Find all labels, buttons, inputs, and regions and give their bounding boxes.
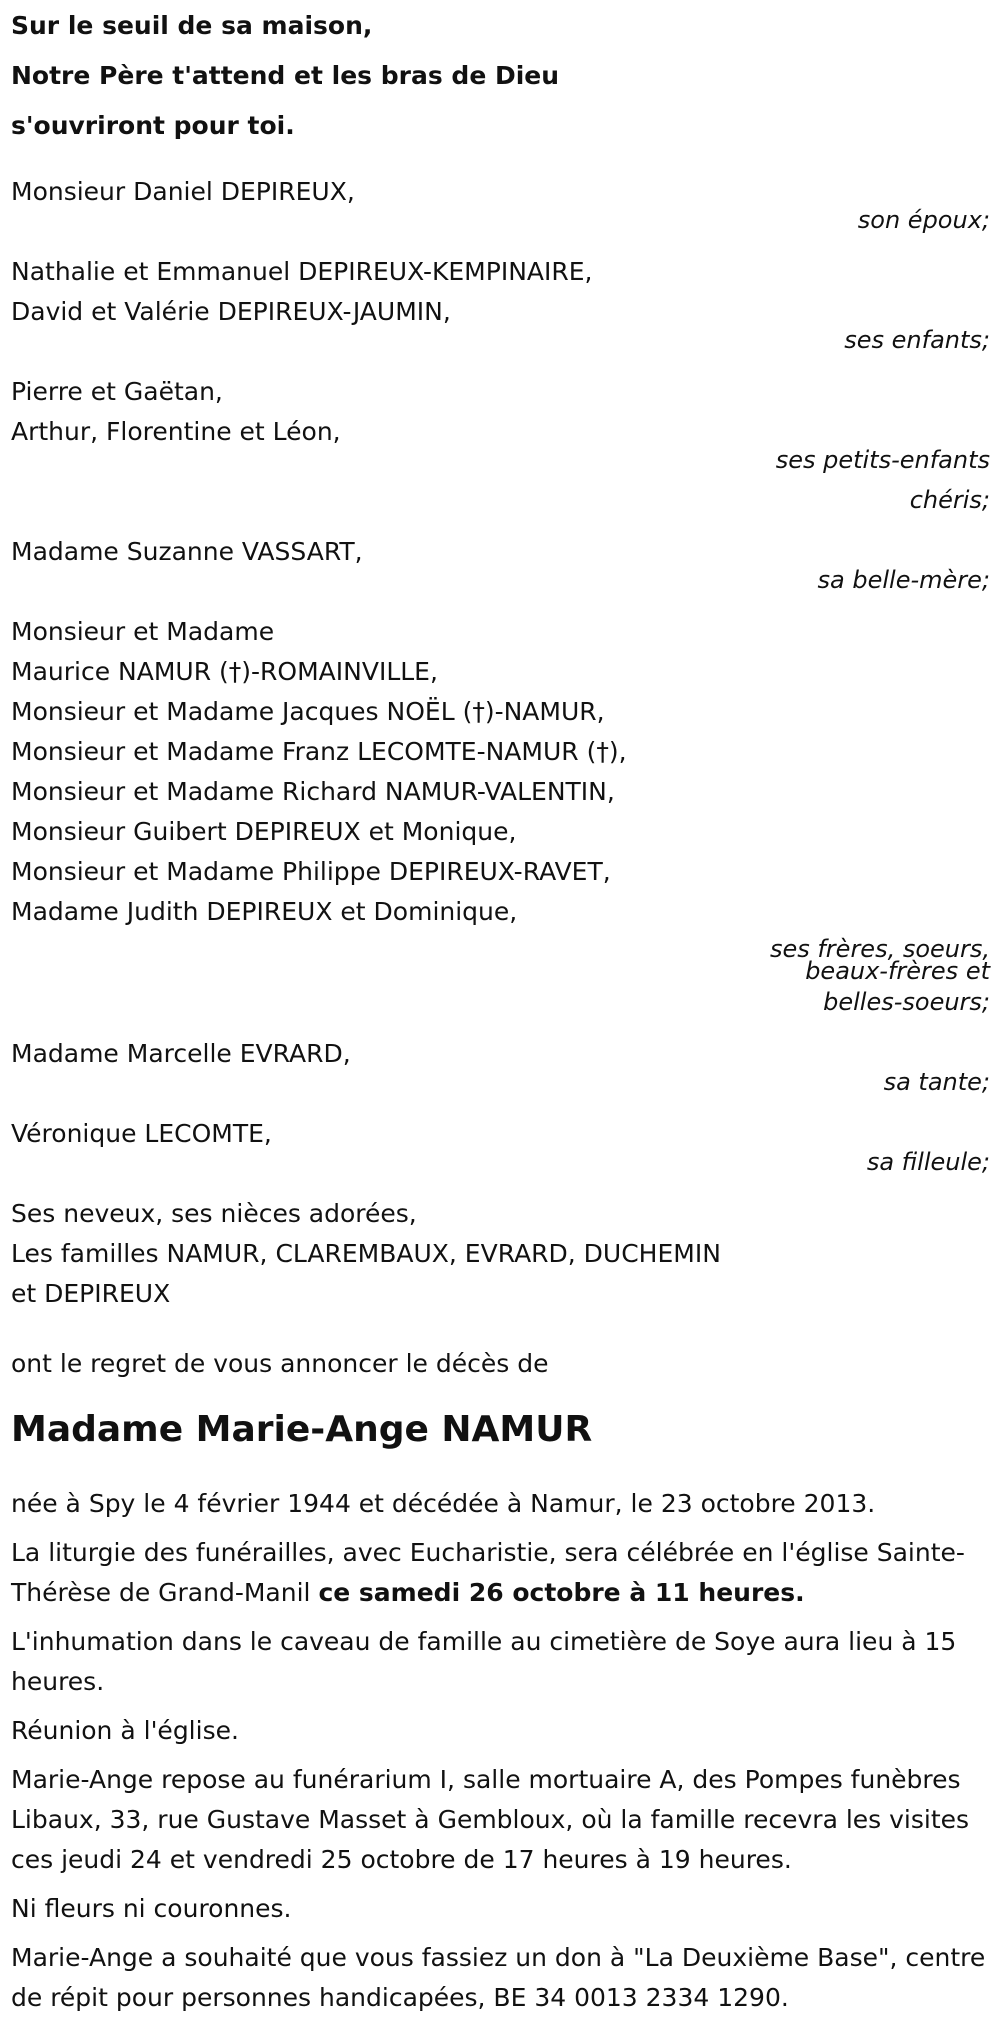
family-role: ses frères, soeurs,: [769, 935, 990, 963]
family-group-mother-in-law: [11, 532, 990, 600]
family-role: ses enfants;: [844, 326, 990, 354]
donation-info: Marie-Ange a souhaité que vous fassiez un don à "La Deuxième Base", centre de répit pour personnes handicapées, BE 34 0013 2334 1290.: [11, 1943, 986, 2012]
epigraph-line: s'ouvriront pour toi.: [11, 111, 295, 140]
family-name: Monsieur Guibert DEPIREUX et Monique,: [11, 817, 517, 846]
family-name: Nathalie et Emmanuel DEPIREUX-KEMPINAIRE,: [11, 257, 593, 286]
burial-info: L'inhumation dans le caveau de famille au cimetière de Soye aura lieu à 15 heures.: [11, 1627, 957, 1696]
epigraph-line: Sur le seuil de sa maison,: [11, 11, 373, 40]
gathering-info: Réunion à l'église.: [11, 1716, 239, 1745]
birth-death-dates: née à Spy le 4 février 1944 et décédée à Namur, le 23 octobre 2013.: [11, 1489, 876, 1518]
family-role: sa tante;: [883, 1068, 990, 1096]
family-group-spouse: [11, 172, 990, 240]
family-name: Monsieur Daniel DEPIREUX,: [11, 177, 355, 206]
family-role: son époux;: [857, 206, 990, 234]
family-name: Madame Suzanne VASSART,: [11, 537, 363, 566]
family-name: Pierre et Gaëtan,: [11, 377, 223, 406]
family-role: ses petits-enfants: [775, 446, 990, 474]
family-name: Ses neveux, ses nièces adorées,: [11, 1199, 417, 1228]
family-name: Madame Judith DEPIREUX et Dominique,: [11, 897, 518, 926]
family-role: belles-soeurs;: [823, 988, 990, 1016]
family-name: Les familles NAMUR, CLAREMBAUX, EVRARD, DUCHEMIN: [11, 1239, 721, 1268]
family-name: Monsieur et Madame Franz LECOMTE-NAMUR (†),: [11, 737, 627, 766]
family-name: Arthur, Florentine et Léon,: [11, 417, 341, 446]
funeral-liturgy-text: La liturgie des funérailles, avec Eucharistie, sera célébrée en l'église Sainte-Thérèse de Grand-Manil: [11, 1538, 965, 1607]
family-name: et DEPIREUX: [11, 1279, 171, 1308]
family-name: Maurice NAMUR (†)-ROMAINVILLE,: [11, 657, 438, 686]
family-role: sa filleule;: [866, 1148, 990, 1176]
family-group-siblings: [11, 612, 990, 1022]
announcement: ont le regret de vous annoncer le décès de: [11, 1349, 549, 1378]
family-list: [11, 172, 990, 1314]
family-name: Monsieur et Madame Philippe DEPIREUX-RAVET,: [11, 857, 611, 886]
visitation-info: Marie-Ange repose au funérarium I, salle mortuaire A, des Pompes funèbres Libaux, 33, rue Gustave Masset à Gembloux, où la famille recevra les visites ces jeudi 24 et vendredi 25 octobre de 17 heures à 19 heures.: [11, 1765, 970, 1874]
family-role: beaux-frères et: [805, 957, 990, 985]
family-role: chéris;: [909, 486, 990, 514]
family-name: Monsieur et Madame Richard NAMUR-VALENTIN,: [11, 777, 615, 806]
funeral-date: ce samedi 26 octobre à 11 heures.: [318, 1578, 805, 1607]
epigraph: [11, 0, 990, 151]
family-name: David et Valérie DEPIREUX-JAUMIN,: [11, 297, 451, 326]
family-group-extended: [11, 1194, 990, 1314]
family-group-grandchildren: [11, 372, 990, 520]
family-name: Monsieur et Madame: [11, 617, 275, 646]
funeral-liturgy: [11, 1533, 990, 1613]
family-role: sa belle-mère;: [817, 566, 990, 594]
family-name: Monsieur et Madame Jacques NOËL (†)-NAMUR,: [11, 697, 605, 726]
family-group-goddaughter: [11, 1114, 990, 1182]
family-name: Véronique LECOMTE,: [11, 1119, 272, 1148]
deceased-name: Madame Marie-Ange NAMUR: [11, 1409, 593, 1450]
epigraph-line: Notre Père t'attend et les bras de Dieu: [11, 61, 560, 90]
family-group-children: [11, 252, 990, 360]
family-group-aunt: [11, 1034, 990, 1102]
family-name: Madame Marcelle EVRARD,: [11, 1039, 351, 1068]
no-flowers-note: Ni fleurs ni couronnes.: [11, 1894, 292, 1923]
